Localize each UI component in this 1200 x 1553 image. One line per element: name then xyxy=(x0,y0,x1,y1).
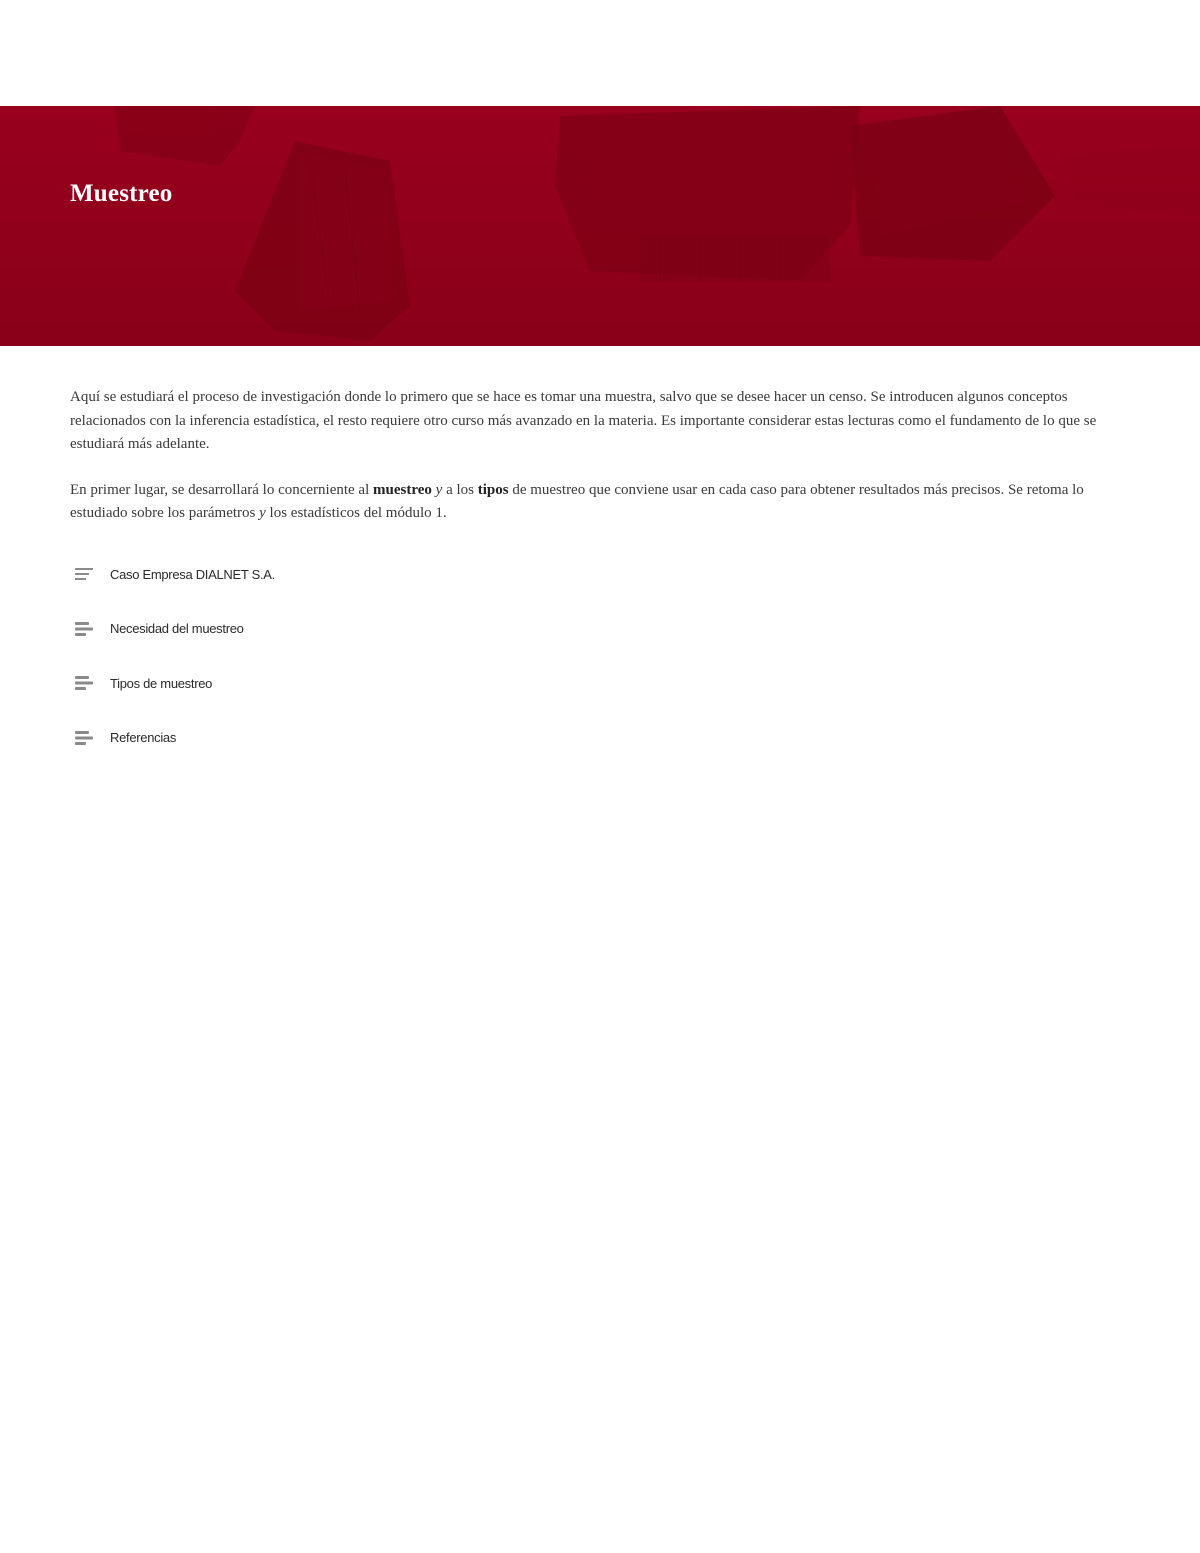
keyword-tipos: tipos xyxy=(477,481,509,498)
page-title: Muestreo xyxy=(70,180,173,207)
topic-label: Necesidad del muestreo xyxy=(110,621,244,636)
intro-paragraph-2-part1: En primer lugar, se desarrollará lo concerniente al xyxy=(70,481,374,498)
topic-label: Tipos de muestreo xyxy=(110,675,213,691)
text-lines-icon xyxy=(74,621,94,637)
intro-paragraph-2-italic2: y xyxy=(259,505,266,521)
intro-paragraph-2-part4: de muestreo que conviene usar en cada caso para obtener resultados más precisos. Se retoma lo estudiado sobre los parámetros xyxy=(70,481,1084,521)
topic-label: Caso Empresa DIALNET S.A. xyxy=(110,566,275,582)
text-lines-icon xyxy=(74,730,94,746)
topic-item-caso-empresa[interactable] xyxy=(74,563,275,585)
topic-list xyxy=(74,563,275,781)
hero-background-illustration xyxy=(0,106,1200,346)
intro-paragraph-2-part5: los estadísticos del módulo 1. xyxy=(265,505,447,521)
intro-paragraph-2 xyxy=(70,479,1132,526)
keyword-muestreo: muestreo xyxy=(373,481,432,498)
text-lines-icon xyxy=(74,675,94,691)
intro-paragraph-1: Aquí se estudiará el proceso de investigación donde lo primero que se hace es tomar una muestra, salvo que se desee hacer un censo. Se introducen algunos conceptos relacionados con la inferencia estadística, el resto requiere otro curso más avanzado en la materia. Es importante considerar estas lecturas como el fundamento de lo que se estudiará más adelante. xyxy=(70,389,1097,452)
topic-item-necesidad-del-muestreo[interactable] xyxy=(74,618,275,640)
intro-paragraph-2-part3: a los xyxy=(442,481,478,498)
topic-label: Referencias xyxy=(110,730,177,745)
hero-banner xyxy=(0,106,1200,346)
text-lines-icon xyxy=(74,566,94,582)
intro-paragraph-2-italic1: y xyxy=(435,481,443,498)
intro-content xyxy=(70,386,1132,548)
topic-item-referencias[interactable] xyxy=(74,727,275,749)
topic-item-tipos-de-muestreo[interactable] xyxy=(74,672,275,694)
